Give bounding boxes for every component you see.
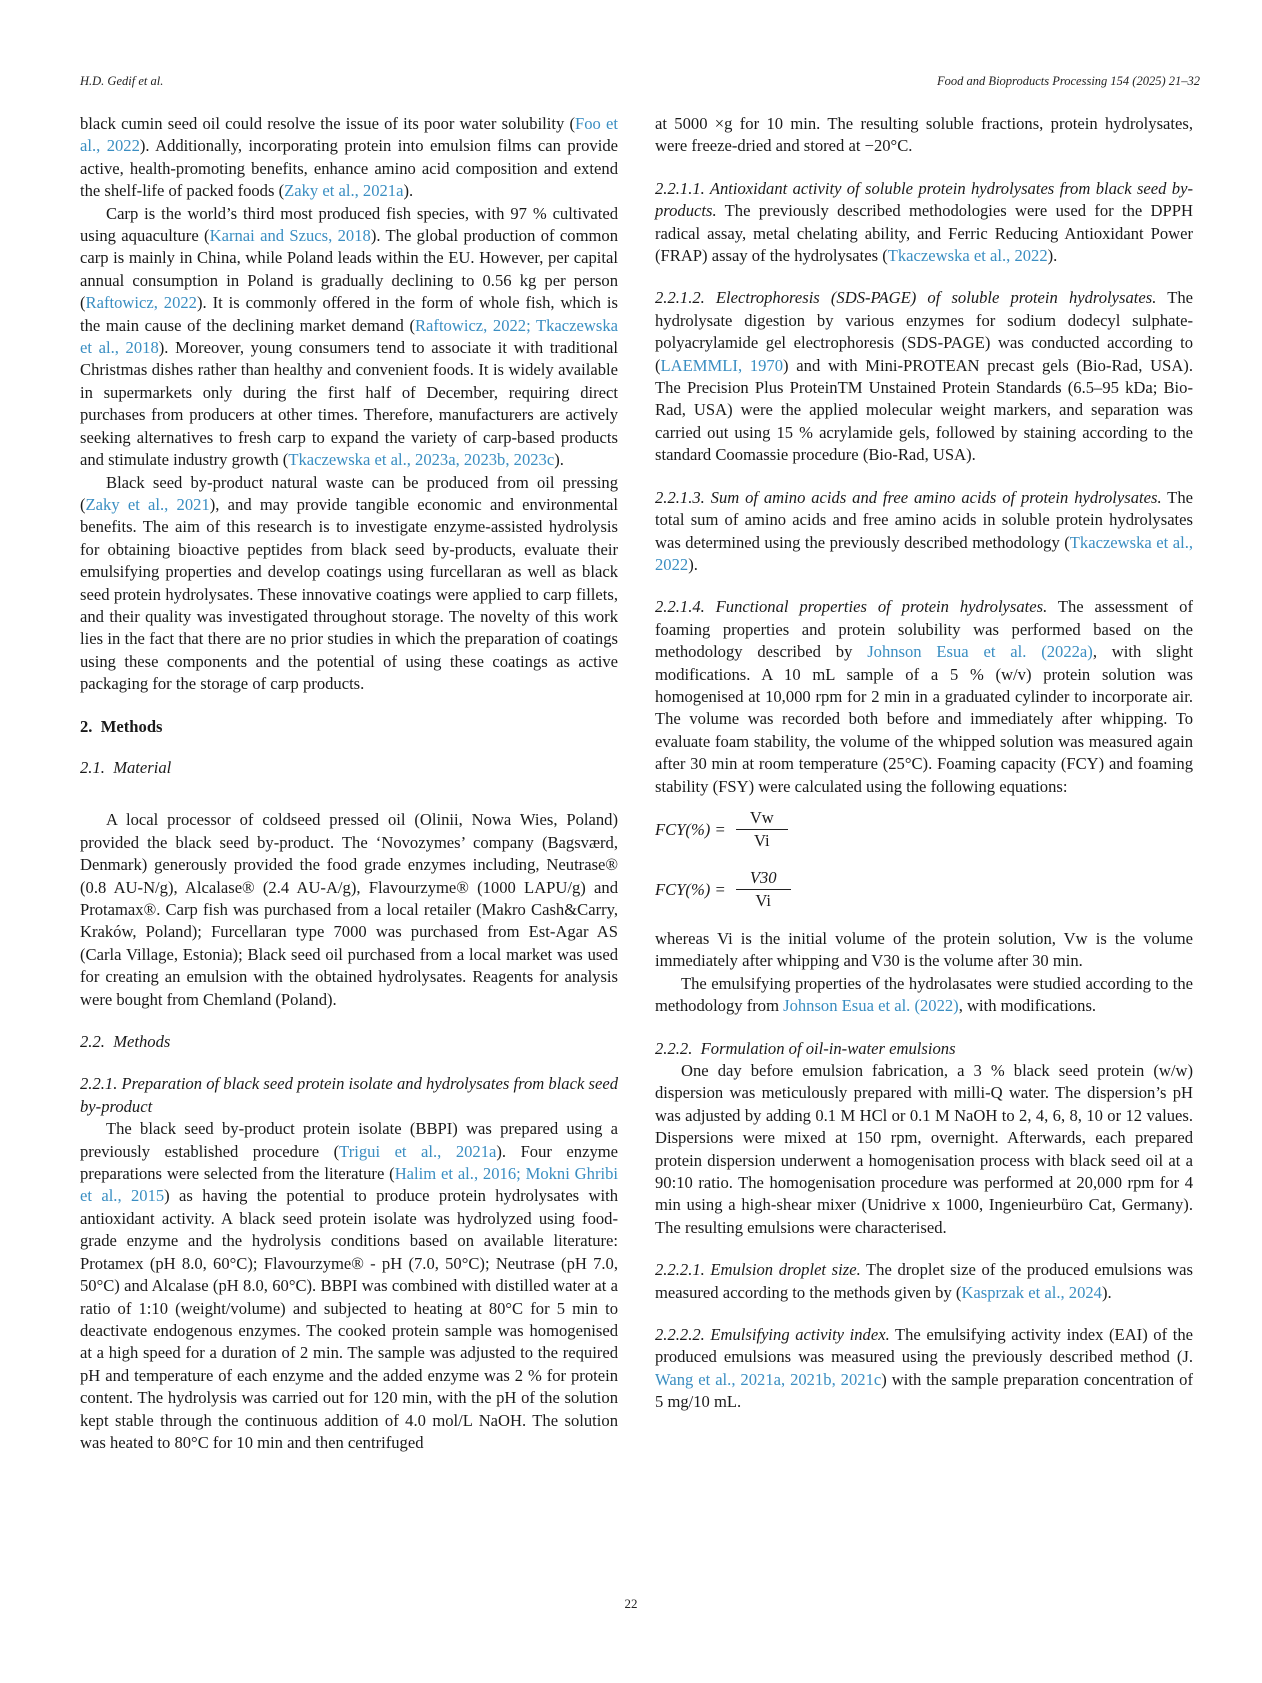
subsection-heading-functional-properties: 2.2.1.4. Functional properties of protein hydrolysates. — [655, 597, 1048, 617]
subsection-eai: 2.2.2.2. Emulsifying activity index. The emulsifying activity index (EAI) of the produced emulsions was measured using the previously described method (J. Wang et al., 2021a, 2021b, 2021c) with the sample preparation concentration of 5 mg/10 mL. — [655, 1325, 1194, 1412]
equation-fraction — [736, 808, 788, 851]
citation-link[interactable]: Johnson Esua et al. (2022a) — [867, 642, 1093, 662]
citation-link[interactable]: LAEMMLI, 1970 — [660, 355, 784, 375]
running-head-authors: H.D. Gedif et al. — [80, 74, 164, 88]
right-column — [655, 113, 1193, 1414]
equation-denominator: Vi — [753, 831, 770, 851]
page-number: 22 — [624, 1596, 638, 1611]
paragraph-material: A local processor of coldseed pressed oil (Olinii, Nowa Wies, Poland) provided the black seed by-product. The ‘Novozymes’ company (Bagsværd, Denmark) generously provided the food grade enzymes including, Neutrase® (0.8 AU-N/g), Alcalase® (2.4 AU-A/g), Flavourzyme® (1000 LAPU/g) and Protamax®. Carp fish was purchased from a local retailer (Makro Cash&Carry, Kraków, Poland); Furcellaran type 7000 was purchased from Est-Agar AS (Carla Village, Estonia); Black seed oil purchased from a local market was used for creating an emulsion with the obtained hydrolysates. Reagents for analysis were bought from Chemland (Poland). — [80, 810, 618, 1009]
subsection-functional-properties: 2.2.1.4. Functional properties of protein hydrolysates. The assessment of foaming properties and protein solubility was performed based on the methodology described by Johnson Esua et al. (2022a), with slight modifications. A 10 mL sample of a 5 % (w/v) protein solution was homogenised at 10,000 rpm for 2 min in a graduated cylinder to incorporate air. The volume was recorded both before and immediately after whipping. To evaluate foam stability, the volume of the whipped solution was measured again after 30 min at room temperature (25°C). Foaming capacity (FCY) and foaming stability (FSY) were calculated using the following equations: — [655, 597, 1193, 796]
subsection-antioxidant: 2.2.1.1. Antioxidant activity of soluble protein hydrolysates from black seed by-products. The previously described methodologies were used for the DPPH radical assay, metal chelating ability, and Ferric Reducing Antioxidant Power (FRAP) assay of the hydrolysates (Tkaczewska et al., 2022). — [655, 178, 1193, 266]
equation-numerator: V30 — [736, 868, 791, 890]
running-head-journal: Food and Bioproducts Processing 154 (2025) 21–32 — [937, 74, 1200, 88]
citation-link[interactable]: Tkaczewska et al., 2022 — [655, 532, 1193, 574]
subsection-electrophoresis: 2.2.1.2. Electrophoresis (SDS-PAGE) of soluble protein hydrolysates. The hydrolysate digestion by various enzymes for sodium dodecyl sulphate-polyacrylamide gel electrophoresis (SDS-PAGE) was conducted according to (LAEMMLI, 1970) and with Mini-PROTEAN precast gels (Bio-Rad, USA). The Precision Plus ProteinTM Unstained Protein Standards (6.5–95 kDa; Bio-Rad, USA) were the applied molecular weight markers, and separation was carried out using 15 % acrylamide gels, followed by staining according to the standard Coomassie procedure (Bio-Rad, USA). — [655, 288, 1193, 465]
paragraph-formulation: One day before emulsion fabrication, a 3 % black seed protein (w/w) dispersion was meticulously prepared with milli-Q water. The dispersion’s pH was adjusted by adding 0.1 M HCl or 0.1 M NaOH to 2, 4, 6, 8, 10 or 12 values. Dispersions were mixed at 150 rpm, overnight. Afterwards, each prepared protein dispersion underwent a homogenisation process with black seed oil at a 90:10 ratio. The homogenisation procedure was performed at 20,000 rpm for 4 min using a high-shear mixer (Unidrive x 1000, Ingenieurbüro Cat, Germany). The resulting emulsions were characterised. — [655, 1061, 1193, 1237]
equation-denominator: Vi — [755, 891, 771, 911]
subsubsection-heading-preparation: 2.2.1. Preparation of black seed protein isolate and hydrolysates from black seed by-product — [80, 1074, 618, 1116]
paragraph-equation-explanation: whereas Vi is the initial volume of the protein solution, Vw is the volume immediately after whipping and V30 is the volume after 30 min. — [655, 928, 1193, 971]
subsection-heading-electrophoresis: 2.2.1.2. Electrophoresis (SDS-PAGE) of soluble protein hydrolysates. — [655, 288, 1157, 308]
citation-link[interactable]: Halim et al., 2016; Mokni Ghribi et al., 2015 — [80, 1164, 618, 1206]
citation-link[interactable]: Raftowicz, 2022; Tkaczewska et al., 2018 — [80, 315, 618, 358]
citation-link[interactable]: Raftowicz, 2022 — [85, 293, 197, 313]
equation-lhs: FCY(%) = — [655, 879, 730, 899]
equation-fcy-1 — [655, 802, 1193, 858]
paragraph-preparation: The black seed by-product protein isolate (BBPI) was prepared using a previously established procedure (Trigui et al., 2021a). Four enzyme preparations were selected from the literature (Halim et al., 2016; Mokni Ghribi et al., 2015) as having the potential to produce protein hydrolysates with antioxidant activity. A black seed protein isolate was hydrolyzed using food-grade enzyme and the hydrolysis conditions based on available literature: Protamex (pH 8.0, 60°C); Flavourzyme® - pH (7.0, 50°C); Neutrase (pH 7.0, 50°C) and Alcalase (pH 8.0, 60°C). BBPI was combined with distilled water at a ratio of 1:10 (weight/volume) and subjected to heating at 80°C for 5 min to deactivate endogenous enzymes. The cooked protein sample was homogenised at a high speed for a duration of 2 min. The sample was adjusted to the required pH and temperature of each enzyme and the added enzyme was 2 % for protein content. The hydrolysis was carried out for 120 min, with the pH of the solution kept stable through the continuous addition of 4.0 mol/L NaOH. The solution was heated to 80°C for 10 min and then centrifuged — [80, 1119, 619, 1452]
subsection-heading-methods: 2.2. Methods — [80, 1032, 171, 1052]
citation-link[interactable]: Foo et al., 2022 — [80, 114, 618, 156]
citation-link[interactable]: Trigui et al., 2021a — [339, 1141, 497, 1161]
citation-link[interactable]: Tkaczewska et al., 2023a, 2023b, 2023c — [288, 450, 555, 470]
equation-fraction — [736, 868, 791, 911]
citation-link[interactable]: Zaky et al., 2021a — [284, 181, 404, 201]
subsection-heading-eai: 2.2.2.2. Emulsifying activity index. — [655, 1325, 890, 1345]
left-column — [80, 113, 618, 1454]
paragraph-intro-continued: black cumin seed oil could resolve the issue of its poor water solubility (Foo et al., 2022). Additionally, incorporating protein into emulsion films can provide active, health-promoting benefits, enhance amino acid composition and extend the shelf-life of packed foods (Zaky et al., 2021a). — [80, 114, 619, 201]
subsection-heading-droplet-size: 2.2.2.1. Emulsion droplet size. — [655, 1260, 861, 1280]
subsection-heading-amino-acids: 2.2.1.3. Sum of amino acids and free amino acids of protein hydrolysates. — [655, 487, 1162, 507]
equation-lhs: FCY(%) = — [655, 819, 730, 839]
citation-link[interactable]: Tkaczewska et al., 2022 — [887, 246, 1048, 266]
citation-link[interactable]: Karnai and Szucs, 2018 — [209, 226, 371, 246]
paragraph-carp: Carp is the world’s third most produced fish species, with 97 % cultivated using aquaculture (Karnai and Szucs, 2018). The global production of common carp is mainly in China, while Poland leads within the EU. However, per capital annual consumption in Poland is gradually declining to 0.56 kg per person (Raftowicz, 2022). It is commonly offered in the form of whole fish, which is the main cause of the declining market demand (Raftowicz, 2022; Tkaczewska et al., 2018). Moreover, young consumers tend to associate it with traditional Christmas dishes rather than healthy and convenient foods. It is widely available in supermarkets only during the first half of December, requiring direct purchases from producers at other times. Therefore, manufacturers are actively seeking alternatives to fresh carp to expand the variety of carp-based products and stimulate industry growth (Tkaczewska et al., 2023a, 2023b, 2023c). — [80, 203, 618, 470]
citation-link[interactable]: Kasprzak et al., 2024 — [961, 1282, 1102, 1302]
paragraph-centrifuge-continued: at 5000 ×g for 10 min. The resulting soluble fractions, protein hydrolysates, were freeze-dried and stored at −20°C. — [655, 114, 1193, 156]
citation-link[interactable]: Johnson Esua et al. (2022) — [783, 996, 959, 1016]
section-heading-methods: 2. Methods — [80, 716, 163, 736]
subsection-droplet-size: 2.2.2.1. Emulsion droplet size. The droplet size of the produced emulsions was measured according to the methods given by (Kasprzak et al., 2024). — [655, 1260, 1193, 1302]
subsection-heading-antioxidant: 2.2.1.1. Antioxidant activity of soluble protein hydrolysates from black seed by-products. — [655, 178, 1193, 221]
paragraph-black-seed: Black seed by-product natural waste can be produced from oil pressing (Zaky et al., 2021), and may provide tangible economic and environmental benefits. The aim of this research is to investigate enzyme-assisted hydrolysis for obtaining bioactive peptides from black seed by-products, evaluate their emulsifying properties and develop coatings using furcellaran as well as black seed protein hydrolysates. These innovative coatings were applied to carp fillets, and their quality was investigated throughout storage. The novelty of this work lies in the fact that there are no prior studies in which the preparation of coatings using these components and the potential of using these coatings as active packaging for the storage of carp products. — [80, 472, 618, 694]
paragraph-emulsifying-properties: The emulsifying properties of the hydrolasates were studied according to the methodology from Johnson Esua et al. (2022), with modifications. — [655, 973, 1193, 1016]
citation-link[interactable]: Zaky et al., 2021 — [85, 494, 210, 514]
equation-fcy-2 — [655, 862, 1193, 918]
subsection-amino-acids: 2.2.1.3. Sum of amino acids and free amino acids of protein hydrolysates. The total sum of amino acids and free amino acids in soluble protein hydrolysates was determined using the previously described methodology (Tkaczewska et al., 2022). — [655, 487, 1193, 574]
subsection-heading-material: 2.1. Material — [80, 757, 172, 777]
subsection-heading-formulation: 2.2.2. Formulation of oil-in-water emulsions — [655, 1038, 956, 1058]
citation-link[interactable]: Wang et al., 2021a, 2021b, 2021c — [655, 1369, 882, 1389]
equation-numerator: Vw — [736, 808, 788, 830]
